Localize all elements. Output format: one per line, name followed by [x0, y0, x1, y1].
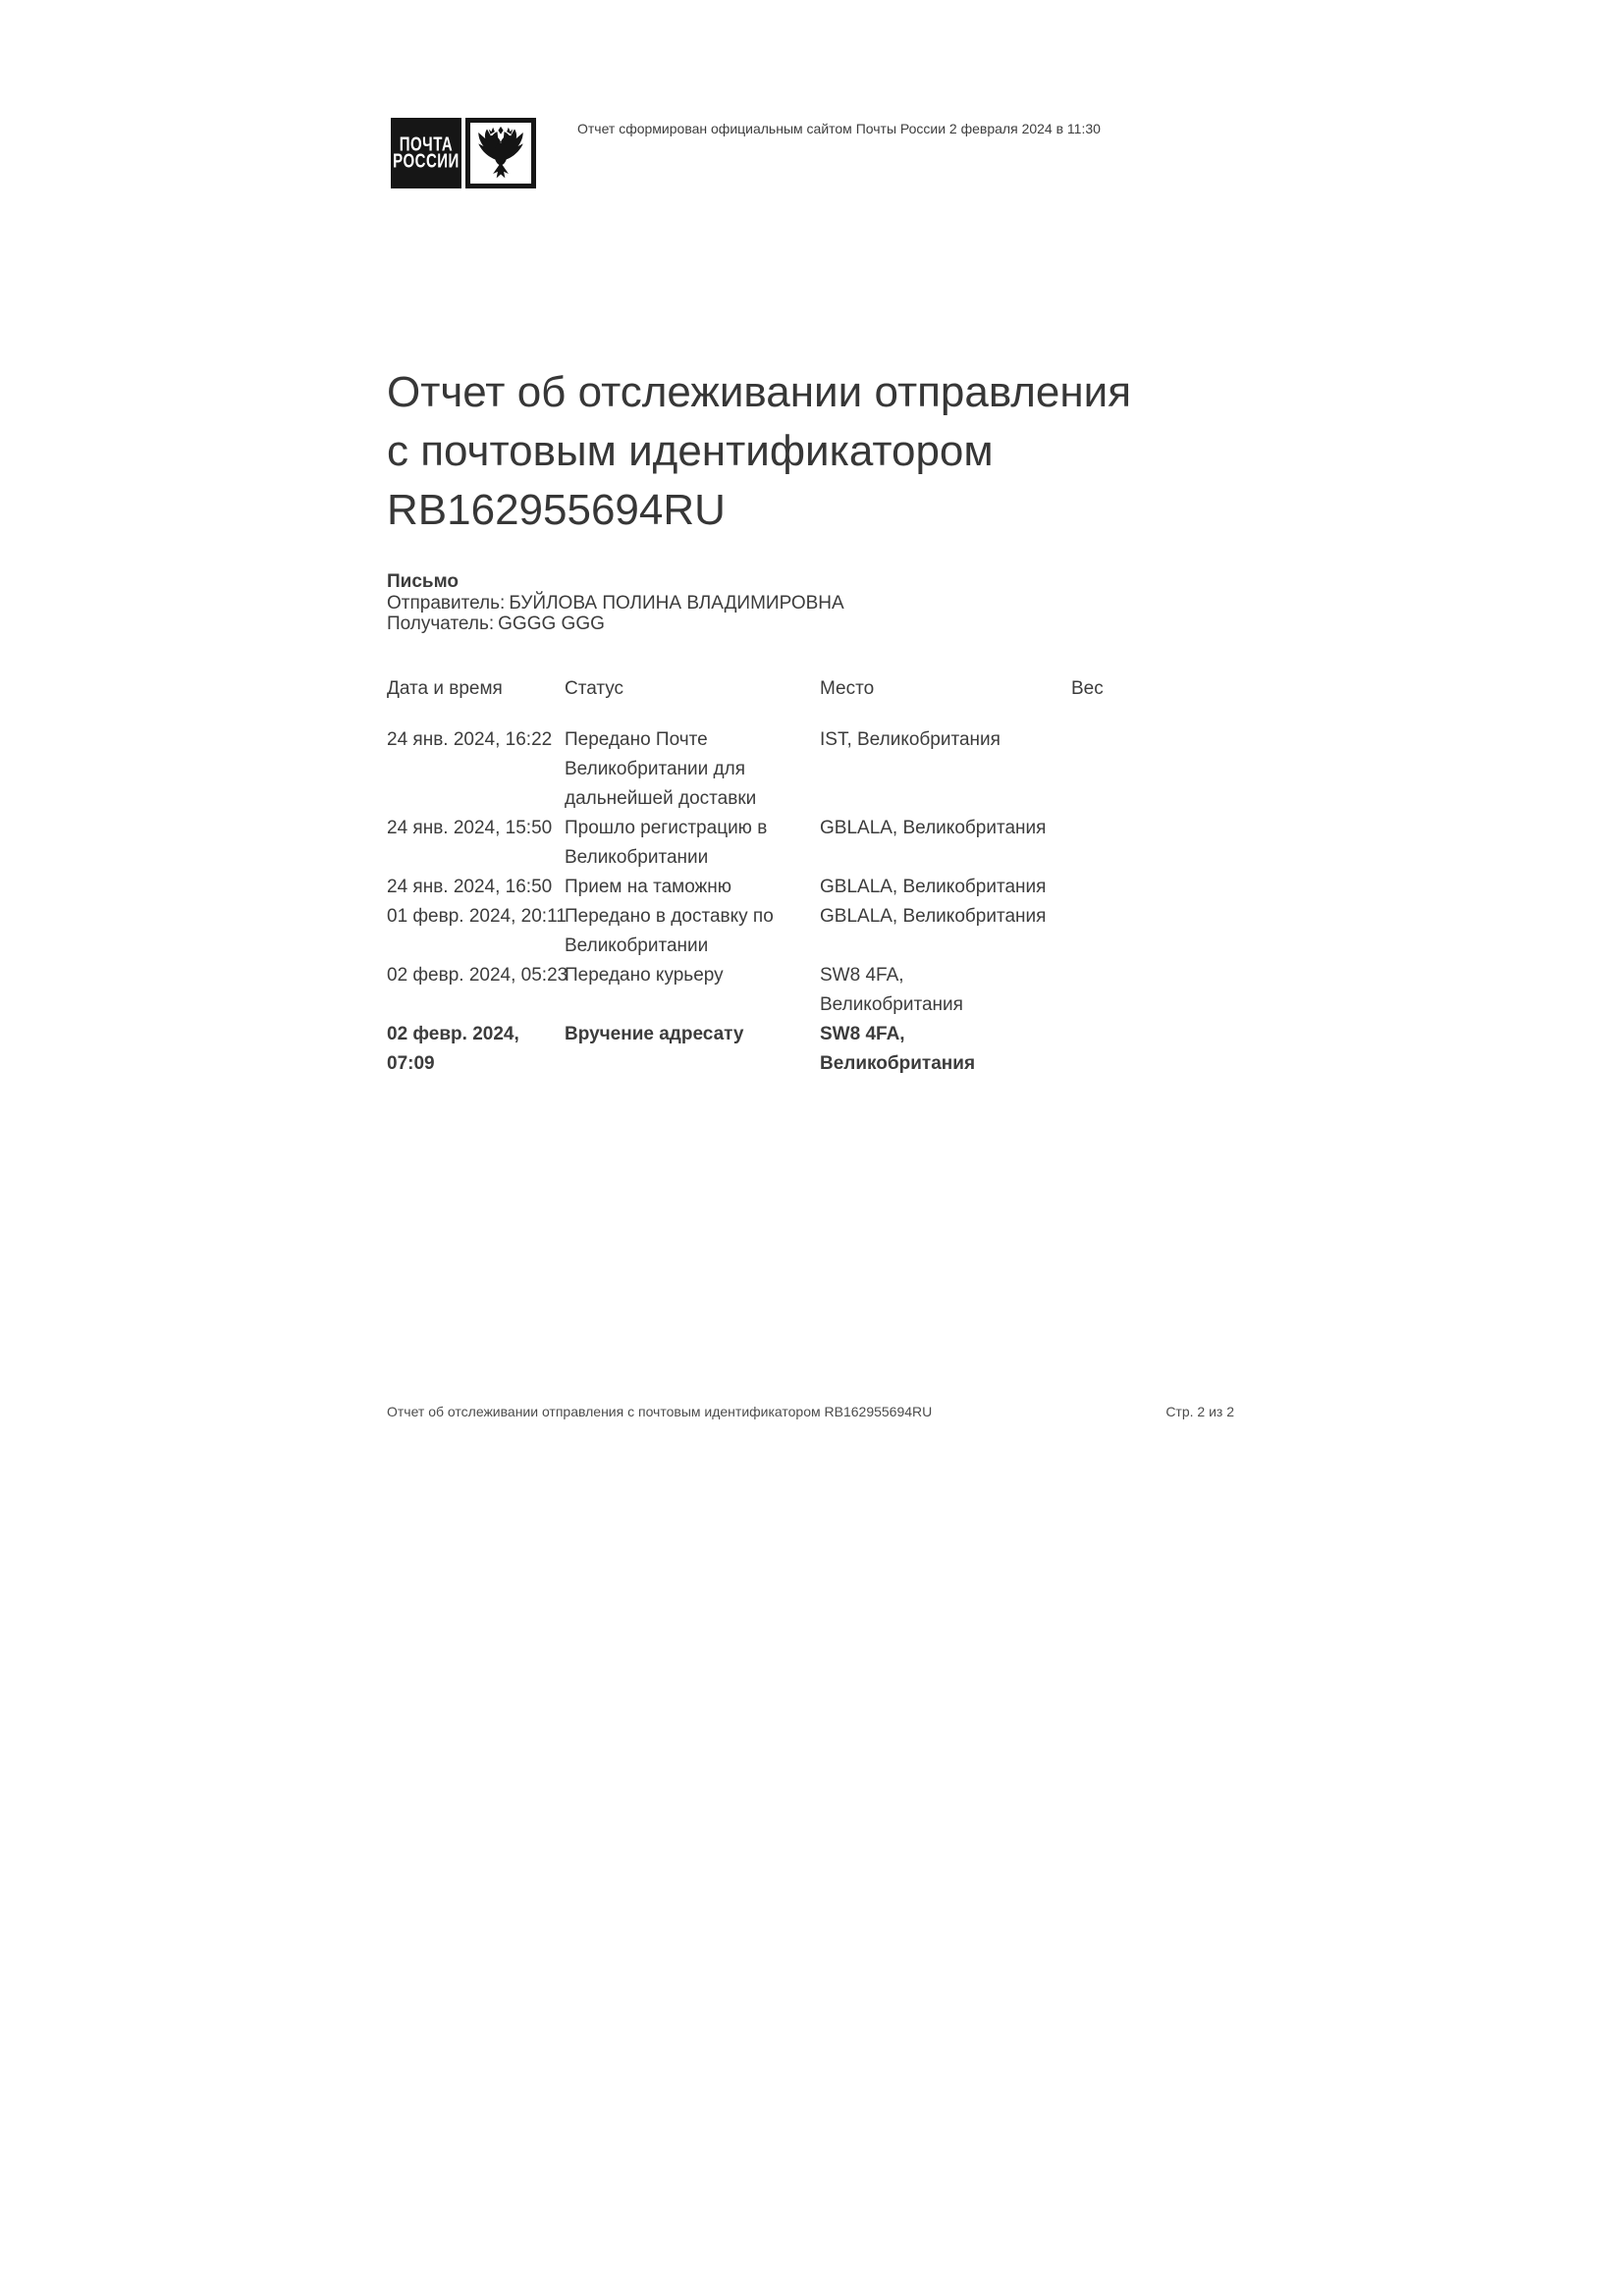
- tracking-row-weight: [1071, 902, 1130, 961]
- tracking-row: [387, 902, 1130, 961]
- post-russia-wordmark: [391, 118, 461, 188]
- recipient-label: Получатель:: [387, 614, 495, 634]
- page-footer: [387, 1403, 1234, 1420]
- tracking-row-status: Вручение адресату: [565, 1024, 744, 1044]
- title-line1: Отчет об отслеживании отправления: [387, 368, 1132, 416]
- tracking-row-weight: [1071, 725, 1130, 814]
- column-header-status: Статус: [565, 678, 624, 699]
- tracking-row-datetime: 02 февр. 2024, 07:09: [387, 1024, 519, 1074]
- column-header-location: Место: [820, 678, 875, 699]
- column-header-weight: Вес: [1071, 678, 1104, 699]
- sender-label: Отправитель:: [387, 592, 506, 614]
- title-tracking-id: RB162955694RU: [387, 486, 726, 534]
- tracking-row-status: Передано в доставку по Великобритании: [565, 906, 774, 956]
- footer-page-number: Стр. 2 из 2: [1165, 1404, 1234, 1419]
- tracking-row-datetime: 01 февр. 2024, 20:11: [387, 906, 567, 927]
- tracking-row-weight: [1071, 814, 1130, 873]
- tracking-row-weight: [1071, 873, 1130, 902]
- tracking-row-status: Передано курьеру: [565, 965, 724, 986]
- tracking-row-weight: [1071, 961, 1130, 1020]
- tracking-row-location: SW8 4FA, Великобритания: [820, 965, 963, 1015]
- recipient-value: GGGG GGG: [498, 614, 605, 634]
- tracking-table-body: [387, 725, 1130, 1079]
- wordmark-line1: ПОЧТА: [399, 133, 454, 156]
- tracking-row-datetime: 24 янв. 2024, 15:50: [387, 818, 553, 838]
- tracking-row: [387, 961, 1130, 1020]
- russian-post-logo: [391, 118, 536, 188]
- tracking-row-datetime: 24 янв. 2024, 16:50: [387, 877, 553, 897]
- page-title: [387, 363, 1131, 540]
- title-line2: с почтовым идентификатором: [387, 427, 994, 475]
- tracking-row: [387, 873, 1130, 902]
- tracking-row-location: GBLALA, Великобритания: [820, 906, 1047, 927]
- generated-note: Отчет сформирован официальным сайтом Почты России 2 февраля 2024 в 11:30: [577, 121, 1101, 136]
- sender-value: БУЙЛОВА ПОЛИНА ВЛАДИМИРОВНА: [509, 592, 844, 614]
- tracking-row-datetime: 02 февр. 2024, 05:23: [387, 965, 568, 986]
- tracking-row-status: Прием на таможню: [565, 877, 732, 897]
- tracking-table: [387, 674, 1130, 1079]
- tracking-row-status: Передано Почте Великобритании для дальнейшей доставки: [565, 729, 757, 809]
- tracking-row-location: GBLALA, Великобритания: [820, 877, 1047, 897]
- tracking-row-location: GBLALA, Великобритания: [820, 818, 1047, 838]
- tracking-row-weight: [1071, 1020, 1130, 1079]
- wordmark-line2: РОССИИ: [393, 150, 460, 173]
- tracking-row-status: Прошло регистрацию в Великобритании: [565, 818, 768, 868]
- shipment-type: Письмо: [387, 571, 459, 592]
- tracking-table-header: [387, 674, 1130, 704]
- column-header-datetime: Дата и время: [387, 678, 503, 699]
- footer-report-label: Отчет об отслеживании отправления с почтовым идентификатором RB162955694RU: [387, 1404, 933, 1419]
- shipment-info: [387, 571, 844, 635]
- double-headed-eagle-icon: [465, 118, 536, 188]
- recipient-line: [387, 614, 844, 635]
- tracking-row-location: IST, Великобритания: [820, 729, 1001, 750]
- sender-line: [387, 593, 844, 614]
- tracking-row: [387, 814, 1130, 873]
- tracking-row-datetime: 24 янв. 2024, 16:22: [387, 729, 553, 750]
- tracking-row-location: SW8 4FA, Великобритания: [820, 1024, 976, 1074]
- tracking-row: [387, 725, 1130, 814]
- tracking-row: [387, 1020, 1130, 1079]
